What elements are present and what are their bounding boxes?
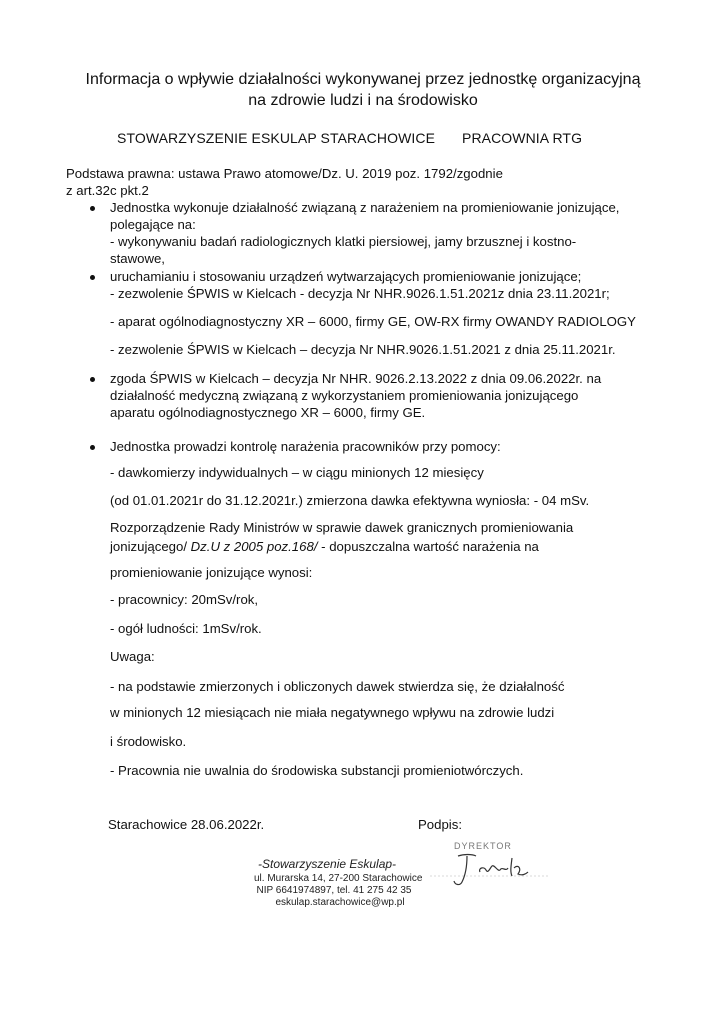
bullet2-line1: uruchamianiu i stosowaniu urządzeń wytwarzających promieniowanie jonizujące; [110, 269, 582, 284]
note-line2: w minionych 12 miesiącach nie miała negatywnego wpływu na zdrowie ludzi [110, 705, 555, 720]
bullet1-line3: - wykonywaniu badań radiologicznych klatki piersiowej, jamy brzusznej i kostno- [110, 234, 577, 249]
dose-measurement: (od 01.01.2021r do 31.12.2021r.) zmierzona dawka efektywna wyniosła: - 04 mSv. [110, 493, 590, 508]
note-heading: Uwaga: [110, 649, 155, 664]
svg-text:DYREKTOR: DYREKTOR [454, 841, 512, 851]
director-signature [420, 838, 560, 898]
bullet3-line3: aparatu ogólnodiagnostycznego XR – 6000, firmy GE. [110, 405, 426, 420]
stamp-ids: NIP 6641974897, tel. 41 275 42 35 [256, 885, 412, 896]
stamp-address: ul. Murarska 14, 27-200 Starachowice [254, 873, 423, 884]
bullet-dot [90, 377, 95, 382]
note-line1: - na podstawie zmierzonych i obliczonych dawek stwierdza się, że działalność [110, 679, 565, 694]
bullet3-line2: działalność medyczną związaną z wykorzystaniem promieniowania jonizującego [110, 388, 579, 403]
bullet4-line2: - dawkomierzy indywidualnych – w ciągu minionych 12 miesięcy [110, 465, 484, 480]
bullet3-line1: zgoda ŚPWIS w Kielcach – decyzja Nr NHR. 9026.2.13.2022 z dnia 09.06.2022r. na [110, 371, 602, 386]
bullet2-line4: - zezwolenie ŚPWIS w Kielcach – decyzja Nr NHR.9026.1.51.2021 z dnia 25.11.2021r. [110, 342, 616, 357]
note-line4: - Pracownia nie uwalnia do środowiska substancji promieniotwórczych. [110, 763, 524, 778]
stamp-name: -Stowarzyszenie Eskulap- [258, 857, 397, 871]
bullet2-line2: - zezwolenie ŚPWIS w Kielcach - decyzja Nr NHR.9026.1.51.2021z dnia 23.11.2021r; [110, 286, 610, 301]
signature-label: Podpis: [418, 817, 462, 832]
bullet2-line3: - aparat ogólnodiagnostyczny XR – 6000, firmy GE, OW-RX firmy OWANDY RADIOLOGY [110, 314, 636, 329]
document-title-line1: Informacja o wpływie działalności wykonywanej przez jednostkę organizacyjną [85, 71, 641, 88]
organization-stamp [250, 857, 423, 908]
bullet1-line2: polegające na: [110, 217, 196, 232]
bullet4-line6: promieniowanie jonizujące wynosi: [110, 565, 313, 580]
limit-workers: - pracownicy: 20mSv/rok, [110, 592, 259, 607]
signature-icon [420, 838, 560, 898]
bullet1-line1: Jednostka wykonuje działalność związaną z narażeniem na promieniowanie jonizujące, [110, 200, 620, 215]
note-line3: i środowisko. [110, 734, 187, 749]
bullet-dot [90, 206, 95, 211]
bullet4-line5 [110, 540, 539, 553]
legal-basis-line1: Podstawa prawna: ustawa Prawo atomowe/Dz. U. 2019 poz. 1792/zgodnie [66, 166, 503, 181]
bullet1-line4: stawowe, [110, 251, 165, 266]
legal-basis-line2: z art.32c pkt.2 [66, 183, 149, 198]
organization-name: STOWARZYSZENIE ESKULAP STARACHOWICE [117, 130, 436, 146]
bullet4-line5-start: jonizującego/ [110, 539, 191, 554]
legal-reference: Dz.U z 2005 poz.168/ [190, 539, 318, 554]
bullet4-line1: Jednostka prowadzi kontrolę narażenia pracowników przy pomocy: [110, 439, 501, 454]
bullet4-line4: Rozporządzenie Rady Ministrów w sprawie dawek granicznych promieniowania [110, 520, 574, 535]
document-title-line2: na zdrowie ludzi i na środowisko [248, 92, 478, 109]
stamp-email: eskulap.starachowice@wp.pl [275, 897, 405, 908]
limit-public: - ogół ludności: 1mSv/rok. [110, 621, 262, 636]
place-date: Starachowice 28.06.2022r. [108, 817, 265, 832]
bullet4-line5-end: - dopuszczalna wartość narażenia na [317, 539, 539, 554]
bullet-dot [90, 275, 95, 280]
unit-name: PRACOWNIA RTG [462, 130, 583, 146]
bullet-dot [90, 445, 95, 450]
